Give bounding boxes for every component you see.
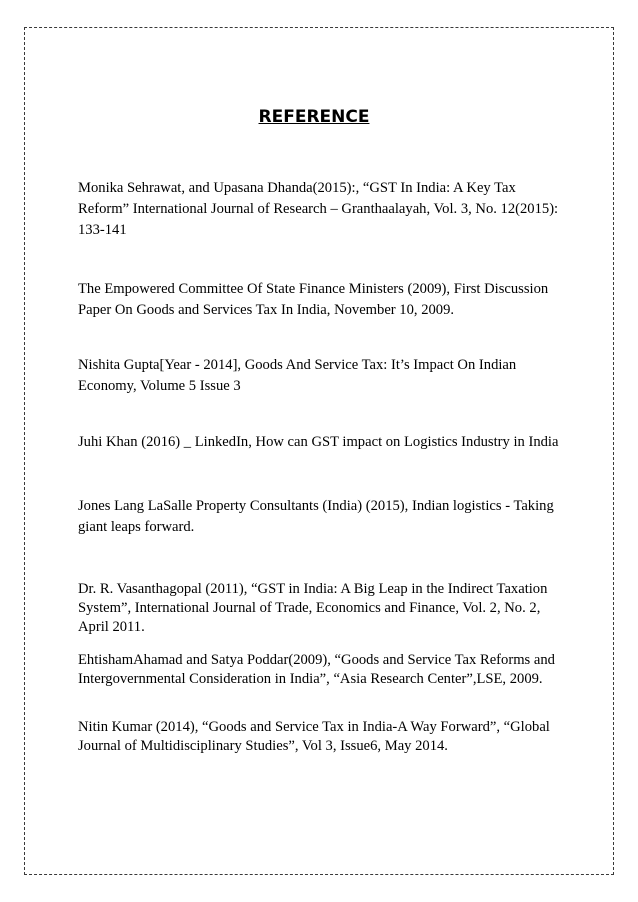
reference-item: Nitin Kumar (2014), “Goods and Service Tax in India-A Way Forward”, “Global Journal of Multidisciplinary Studies”, Vol 3, Issue6, May 2014. bbox=[78, 719, 550, 754]
reference-item: Juhi Khan (2016) _ LinkedIn, How can GST impact on Logistics Industry in India bbox=[78, 434, 559, 450]
page-title: REFERENCE bbox=[258, 107, 370, 127]
reference-item: EhtishamAhamad and Satya Poddar(2009), “Goods and Service Tax Reforms and Intergovernmental Consideration in India”, “Asia Research Center”,LSE, 2009. bbox=[78, 652, 555, 687]
reference-item: Monika Sehrawat, and Upasana Dhanda(2015):, “GST In India: A Key Tax Reform” International Journal of Research – Granthaalayah, Vol. 3, No. 12(2015): 133-141 bbox=[78, 180, 559, 238]
reference-item: The Empowered Committee Of State Finance Ministers (2009), First Discussion Paper On Goods and Services Tax In India, November 10, 2009. bbox=[78, 281, 549, 318]
reference-item: Dr. R. Vasanthagopal (2011), “GST in India: A Big Leap in the Indirect Taxation System”, International Journal of Trade, Economics and Finance, Vol. 2, No. 2, April 2011. bbox=[78, 581, 548, 635]
reference-item: Jones Lang LaSalle Property Consultants (India) (2015), Indian logistics - Taking giant leaps forward. bbox=[78, 498, 554, 535]
reference-item: Nishita Gupta[Year - 2014], Goods And Service Tax: It’s Impact On Indian Economy, Volume 5 Issue 3 bbox=[78, 357, 517, 394]
